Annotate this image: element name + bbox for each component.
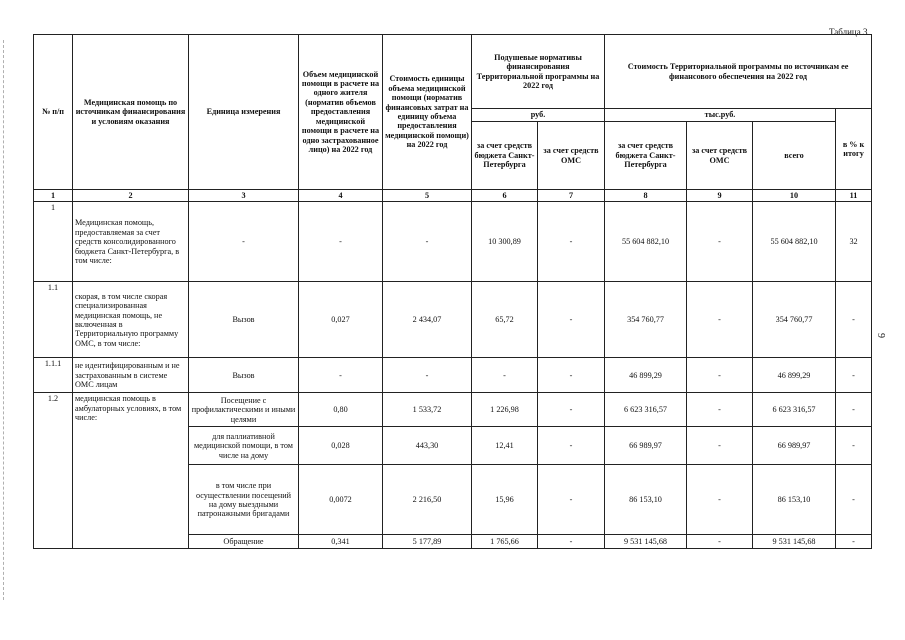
row-cost-oms: - [687,465,753,535]
column-number: 4 [299,190,383,202]
row-unit: Обращение [189,535,299,549]
row-norm-oms: - [538,358,605,393]
header-cost-budget: за счет средств бюджета Санкт-Петербурга [605,122,687,190]
row-total: 66 989,97 [753,427,836,465]
row-unit: Вызов [189,358,299,393]
row-cost-oms: - [687,202,753,282]
column-number: 10 [753,190,836,202]
column-number: 5 [383,190,472,202]
row-unit: - [189,202,299,282]
row-unit-cost: - [383,358,472,393]
table-row [34,282,872,358]
row-unit: для паллиативной медицинской помощи, в том числе на дому [189,427,299,465]
column-number: 2 [73,190,189,202]
table-row [34,358,872,393]
row-unit: Вызов [189,282,299,358]
scan-margin-marks [3,40,7,600]
row-percent: - [836,393,872,427]
row-percent: - [836,358,872,393]
row-norm-oms: - [538,202,605,282]
row-norm-oms: - [538,427,605,465]
row-total: 55 604 882,10 [753,202,836,282]
header-norm-oms: за счет средств ОМС [538,122,605,190]
column-number: 9 [687,190,753,202]
row-norm-oms: - [538,465,605,535]
table-caption: Таблица 3 [829,27,868,37]
page-number: 9 [875,333,886,338]
header-unit: Единица измерения [189,35,299,190]
row-percent: 32 [836,202,872,282]
header-care-type: Медицинская помощь по источникам финансирования и условиям оказания [73,35,189,190]
row-number: 1.1 [34,282,73,358]
header-unit-thousand-rub: тыс.руб. [605,109,836,122]
row-unit-cost: 2 216,50 [383,465,472,535]
header-volume: Объем медицинской помощи в расчете на одного жителя (норматив объемов предоставления медицинской помощи в расчете на одно застрахованное лицо) на 2022 год [299,35,383,190]
header-unit-cost: Стоимость единицы объема медицинской помощи (норматив финансовых затрат на единицу объема предоставления медицинской помощи) на 2022 год [383,35,472,190]
row-norm-oms: - [538,282,605,358]
row-norm-budget: 12,41 [472,427,538,465]
row-percent: - [836,282,872,358]
row-cost-oms: - [687,393,753,427]
header-unit-rub: руб. [472,109,605,122]
column-number: 8 [605,190,687,202]
row-cost-budget: 46 899,29 [605,358,687,393]
row-cost-budget: 55 604 882,10 [605,202,687,282]
row-number: 1 [34,202,73,282]
row-volume: 0,341 [299,535,383,549]
row-unit-cost: 443,30 [383,427,472,465]
column-number: 3 [189,190,299,202]
header-total: всего [753,122,836,190]
row-cost-budget: 86 153,10 [605,465,687,535]
row-norm-budget: 1 765,66 [472,535,538,549]
row-name: медицинская помощь в амбулаторных условиях, в том числе: [73,393,189,549]
header-number: № п/п [34,35,73,190]
row-name: скорая, в том числе скорая специализированная медицинская помощь, не включенная в Территориальную программу ОМС, в том числе: [73,282,189,358]
row-total: 354 760,77 [753,282,836,358]
row-name: не идентифицированным и не застрахованным в системе ОМС лицам [73,358,189,393]
row-total: 86 153,10 [753,465,836,535]
row-norm-budget: 1 226,98 [472,393,538,427]
row-unit-cost: - [383,202,472,282]
row-unit-cost: 1 533,72 [383,393,472,427]
row-norm-budget: - [472,358,538,393]
row-cost-budget: 66 989,97 [605,427,687,465]
row-unit-cost: 2 434,07 [383,282,472,358]
financing-table [33,34,872,549]
row-volume: 0,028 [299,427,383,465]
column-number: 6 [472,190,538,202]
header-group-normatives: Подушевые нормативы финансирования Территориальной программы на 2022 год [472,35,605,109]
row-unit: Посещение с профилактическими и иными целями [189,393,299,427]
row-percent: - [836,427,872,465]
header-cost-oms: за счет средств ОМС [687,122,753,190]
column-number: 1 [34,190,73,202]
row-total: 46 899,29 [753,358,836,393]
row-cost-budget: 9 531 145,68 [605,535,687,549]
row-norm-budget: 10 300,89 [472,202,538,282]
row-total: 6 623 316,57 [753,393,836,427]
row-cost-budget: 354 760,77 [605,282,687,358]
row-cost-budget: 6 623 316,57 [605,393,687,427]
row-percent: - [836,465,872,535]
row-unit: в том числе при осуществлении посещений на дому выездными патронажными бригадами [189,465,299,535]
row-volume: - [299,358,383,393]
row-volume: 0,80 [299,393,383,427]
row-unit-cost: 5 177,89 [383,535,472,549]
row-volume: 0,0072 [299,465,383,535]
row-norm-budget: 65,72 [472,282,538,358]
row-number: 1.2 [34,393,73,549]
column-number: 11 [836,190,872,202]
row-volume: 0,027 [299,282,383,358]
row-cost-oms: - [687,358,753,393]
header-norm-budget: за счет средств бюджета Санкт-Петербурга [472,122,538,190]
row-norm-budget: 15,96 [472,465,538,535]
row-cost-oms: - [687,535,753,549]
row-percent: - [836,535,872,549]
row-total: 9 531 145,68 [753,535,836,549]
row-cost-oms: - [687,427,753,465]
column-number: 7 [538,190,605,202]
row-volume: - [299,202,383,282]
row-name: Медицинская помощь, предоставляемая за счет средств консолидированного бюджета Санкт-Петербурга, в том числе: [73,202,189,282]
row-norm-oms: - [538,393,605,427]
row-norm-oms: - [538,535,605,549]
row-number: 1.1.1 [34,358,73,393]
header-group-cost: Стоимость Территориальной программы по источникам ее финансового обеспечения на 2022 год [605,35,872,109]
header-percent: в % к итогу [836,109,872,190]
column-number-row [34,190,872,202]
row-cost-oms: - [687,282,753,358]
table-row [34,202,872,282]
table-row [34,393,872,427]
